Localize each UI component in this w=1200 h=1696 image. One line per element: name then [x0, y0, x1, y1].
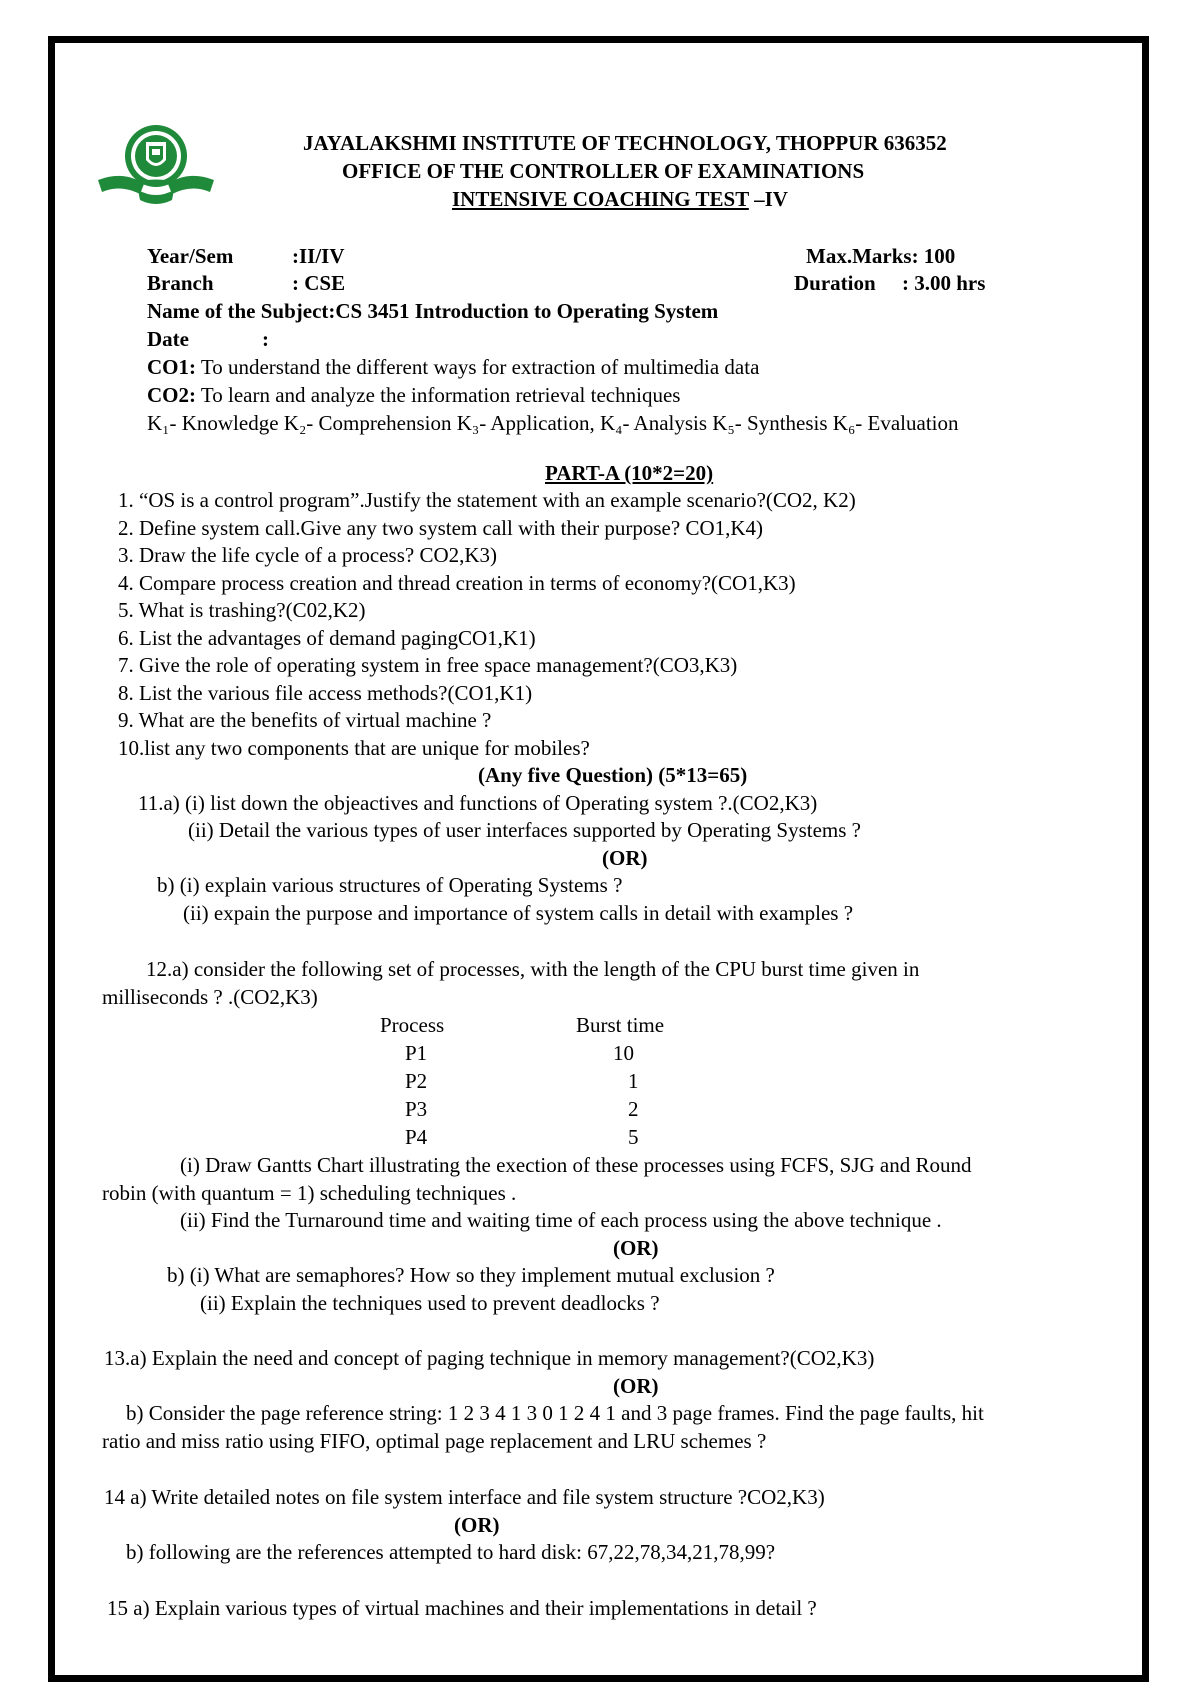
part-a-q5: 5. What is trashing?(C02,K2) [118, 598, 366, 622]
part-a-title: PART-A (10*2=20) [545, 461, 714, 485]
co1-line [147, 355, 759, 380]
subject-value: CS 3451 Introduction to Operating System [335, 299, 719, 323]
q13-or: (OR) [613, 1374, 659, 1398]
part-b-title: (Any five Question) (5*13=65) [478, 763, 748, 787]
co2-line [147, 383, 680, 408]
table-row-process: P1 [405, 1041, 428, 1065]
part-a-q9: 9. What are the benefits of virtual machine ? [118, 708, 492, 732]
part-a-q2: 2. Define system call.Give any two system call with their purpose? CO1,K4) [118, 516, 764, 540]
q11a-i: 11.a) (i) list down the objeactives and functions of Operating system ?.(CO2,K3) [138, 791, 818, 815]
subject-label: Name of the Subject: [147, 299, 336, 323]
part-a-q3: 3. Draw the life cycle of a process? CO2,K3) [118, 543, 498, 567]
part-a-q1: 1. “OS is a control program”.Justify the statement with an example scenario?(CO2, K2) [118, 488, 856, 512]
date-label: Date [147, 327, 189, 351]
q13a: 13.a) Explain the need and concept of paging technique in memory management?(CO2,K3) [104, 1346, 875, 1370]
q12a-line2: milliseconds ? .(CO2,K3) [102, 985, 318, 1009]
q11b-i: b) (i) explain various structures of Operating Systems ? [157, 873, 623, 897]
table-row-process: P3 [405, 1097, 428, 1121]
test-title [452, 187, 788, 212]
q12b-i: b) (i) What are semaphores? How so they implement mutual exclusion ? [167, 1263, 775, 1287]
q13b-line1: b) Consider the page reference string: 1 2 3 4 1 3 0 1 2 4 1 and 3 page frames. Find the page faults, hit [126, 1401, 984, 1425]
date-colon: : [262, 327, 269, 351]
year-label: Year/Sem [147, 244, 234, 268]
table-row-burst: 5 [628, 1125, 639, 1149]
q12b-ii: (ii) Explain the techniques used to prevent deadlocks ? [200, 1291, 660, 1315]
co1-text: To understand the different ways for extraction of multimedia data [196, 355, 760, 379]
q14a: 14 a) Write detailed notes on file system interface and file system structure ?CO2,K3) [104, 1485, 825, 1509]
q14b: b) following are the references attempted to hard disk: 67,22,78,34,21,78,99? [126, 1540, 776, 1564]
institute-logo [94, 118, 218, 210]
test-name: INTENSIVE COACHING TEST [452, 187, 749, 211]
k-levels: K₁- Knowledge K₂- Comprehension K₃- Application, K₄- Analysis K₅- Synthesis K₆- Evaluation [147, 411, 959, 435]
table-head-burst: Burst time [576, 1013, 665, 1037]
co1-label: CO1: [147, 355, 196, 379]
part-a-q10: 10.list any two components that are unique for mobiles? [118, 736, 590, 760]
table-row-process: P4 [405, 1125, 428, 1149]
table-row-burst: 10 [613, 1041, 634, 1065]
q12a-line1: 12.a) consider the following set of processes, with the length of the CPU burst time given in [146, 957, 920, 981]
table-row-burst: 1 [628, 1069, 639, 1093]
q12a-ii: (ii) Find the Turnaround time and waiting time of each process using the above technique . [180, 1208, 942, 1232]
part-a-q6: 6. List the advantages of demand pagingCO1,K1) [118, 626, 536, 650]
subject-line [147, 299, 718, 324]
test-suffix: –IV [748, 187, 788, 211]
year-value: :II/IV [292, 244, 345, 268]
table-row-process: P2 [405, 1069, 428, 1093]
emblem-icon [98, 125, 214, 204]
table-row-burst: 2 [628, 1097, 639, 1121]
duration-value: : 3.00 hrs [902, 271, 986, 295]
q11a-ii: (ii) Detail the various types of user interfaces supported by Operating Systems ? [188, 818, 861, 842]
table-head-process: Process [380, 1013, 445, 1037]
part-a-q7: 7. Give the role of operating system in free space management?(CO3,K3) [118, 653, 738, 677]
co2-text: To learn and analyze the information retrieval techniques [196, 383, 681, 407]
institute-name: JAYALAKSHMI INSTITUTE OF TECHNOLOGY, THOPPUR 636352 [303, 131, 947, 155]
q11-or: (OR) [602, 846, 648, 870]
duration-label: Duration [794, 271, 876, 295]
q12a-i-line1: (i) Draw Gantts Chart illustrating the exection of these processes using FCFS, SJG and Round [180, 1153, 972, 1177]
co2-label: CO2: [147, 383, 196, 407]
max-marks: Max.Marks: 100 [806, 244, 956, 268]
part-a-q8: 8. List the various file access methods?(CO1,K1) [118, 681, 533, 705]
branch-value: : CSE [292, 271, 346, 295]
q14-or: (OR) [454, 1513, 500, 1537]
q15a: 15 a) Explain various types of virtual machines and their implementations in detail ? [107, 1596, 817, 1620]
part-a-q4: 4. Compare process creation and thread creation in terms of economy?(CO1,K3) [118, 571, 796, 595]
branch-label: Branch [147, 271, 214, 295]
q12a-i-line2: robin (with quantum = 1) scheduling techniques . [102, 1181, 517, 1205]
q11b-ii: (ii) expain the purpose and importance of system calls in detail with examples ? [183, 901, 854, 925]
office-name: OFFICE OF THE CONTROLLER OF EXAMINATIONS [342, 159, 865, 183]
q13b-line2: ratio and miss ratio using FIFO, optimal page replacement and LRU schemes ? [102, 1429, 767, 1453]
q12-or: (OR) [613, 1236, 659, 1260]
